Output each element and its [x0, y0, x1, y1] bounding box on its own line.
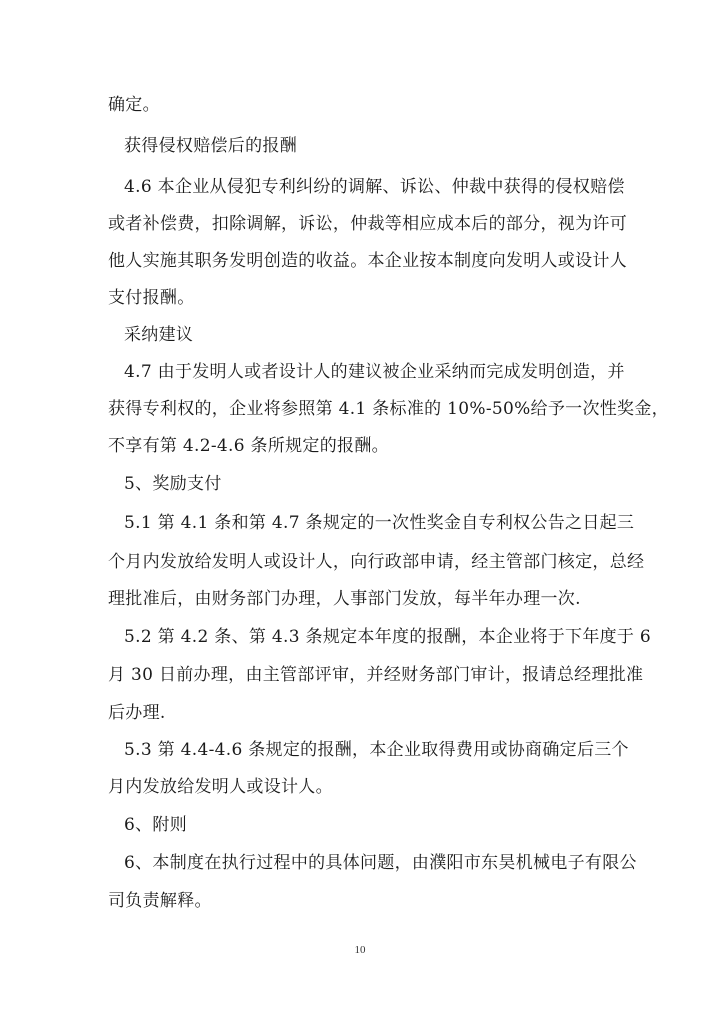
text-line: 4.7 由于发明人或者设计人的建议被企业采纳而完成发明创造，并 [124, 362, 625, 382]
page-number: 10 [354, 944, 366, 956]
text-line: 5.2 第 4.2 条、第 4.3 条规定本年度的报酬，本企业将于下年度于 6 [124, 627, 652, 647]
text-line: 后办理. [108, 703, 166, 723]
text-line: 5.1 第 4.1 条和第 4.7 条规定的一次性奖金自专利权公告之日起三 [124, 513, 635, 533]
text-line: 6、本制度在执行过程中的具体问题，由濮阳市东昊机械电子有限公 [124, 853, 637, 873]
section-heading: 5、奖励支付 [124, 474, 222, 494]
text-line: 5.3 第 4.4-4.6 条规定的报酬，本企业取得费用或协商确定后三个 [124, 740, 629, 760]
section-heading: 6、附则 [124, 815, 188, 835]
text-line: 月 30 日前办理，由主管部评审，并经财务部门审计，报请总经理批准 [108, 665, 644, 685]
text-line: 支付报酬。 [108, 288, 195, 308]
section-heading: 获得侵权赔偿后的报酬 [124, 136, 297, 156]
section-heading: 采纳建议 [124, 325, 194, 345]
text-line: 司负责解释。 [108, 891, 212, 911]
text-line: 或者补偿费，扣除调解，诉讼，仲裁等相应成本后的部分，视为许可 [108, 214, 627, 234]
text-line: 不享有第 4.2-4.6 条所规定的报酬。 [108, 436, 389, 456]
text-line: 个月内发放给发明人或设计人，向行政部申请，经主管部门核定，总经 [108, 552, 645, 572]
text-line: 理批准后，由财务部门办理，人事部门发放，每半年办理一次. [108, 589, 581, 609]
text-line: 获得专利权的，企业将参照第 4.1 条标准的 10%-50%给予一次性奖金， [108, 399, 669, 419]
text-line: 4.6 本企业从侵犯专利纠纷的调解、诉讼、仲裁中获得的侵权赔偿 [124, 177, 625, 197]
text-line: 他人实施其职务发明创造的收益。本企业按本制度向发明人或设计人 [108, 251, 627, 271]
text-line: 确定。 [108, 95, 160, 115]
text-line: 月内发放给发明人或设计人。 [108, 777, 333, 797]
